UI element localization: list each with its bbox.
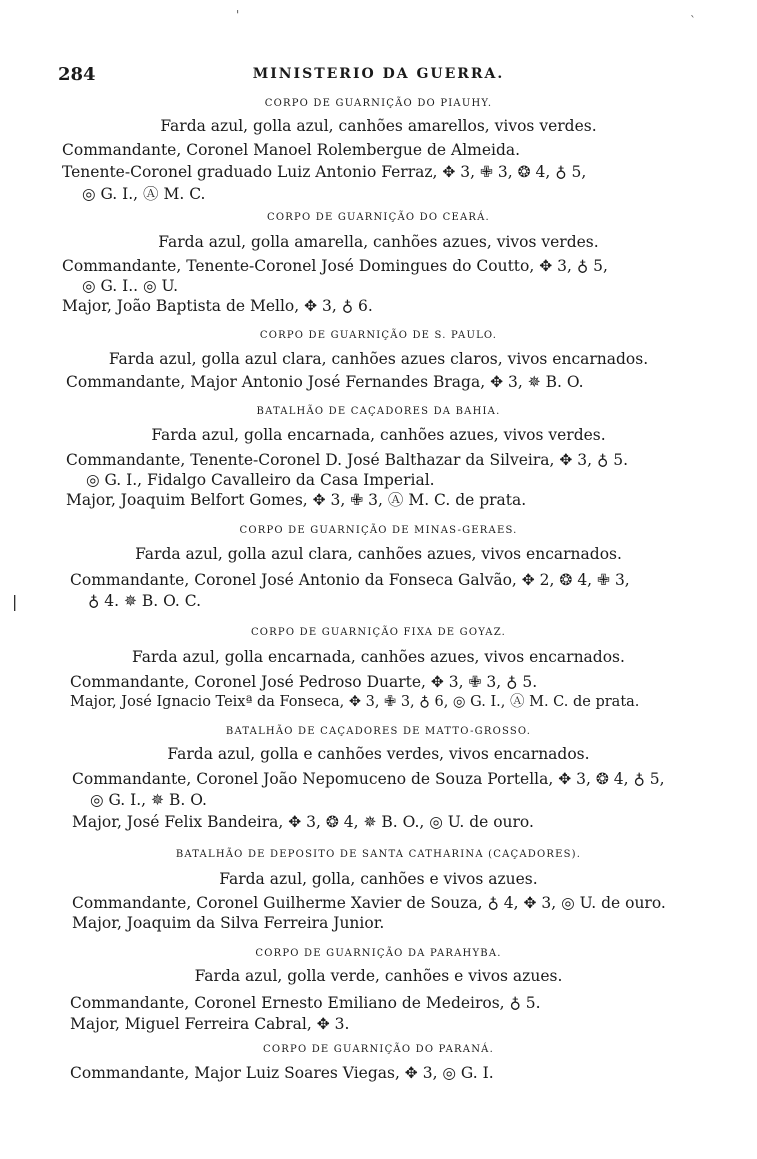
entry-line: Major, José Felix Bandeira, ✥ 3, ❂ 4, ✵ B. O., ◎ U. de ouro. [72,813,534,831]
entry-line: ◎ G. I., Fidalgo Cavalleiro da Casa Imperial. [86,471,435,489]
entry-line: ♁ 4. ✵ B. O. C. [88,592,202,610]
running-title: MINISTERIO DA GUERRA. [252,66,505,82]
section-heading: CORPO DE GUARNIÇÃO DA PARAHYBA. [255,948,502,959]
entry-line: Commandante, Coronel Ernesto Emiliano de Medeiros, ♁ 5. [70,994,541,1012]
entry-line: ◎ G. I.. ◎ U. [82,277,179,295]
entry-line: Commandante, Major Luiz Soares Viegas, ✥ 3, ◎ G. I. [70,1064,494,1082]
entry-line: Commandante, Major Antonio José Fernandes Braga, ✥ 3, ✵ B. O. [66,373,584,391]
uniform-description: Farda azul, golla verde, canhões e vivos azues. [194,967,563,985]
uniform-description: Farda azul, golla, canhões e vivos azues. [219,870,538,888]
uniform-description: Farda azul, golla azul clara, canhões azues, vivos encarnados. [135,545,622,563]
entry-line: Commandante, Coronel João Nepomuceno de Souza Portella, ✥ 3, ❂ 4, ♁ 5, [72,770,665,788]
entry-line: Major, Joaquim Belfort Gomes, ✥ 3, ✙ 3, Ⓐ M. C. de prata. [66,491,527,509]
entry-line: Commandante, Coronel Guilherme Xavier de Souza, ♁ 4, ✥ 3, ◎ U. de ouro. [72,894,666,912]
entry-line: Commandante, Coronel José Antonio da Fonseca Galvão, ✥ 2, ❂ 4, ✙ 3, [70,571,630,589]
uniform-description: Farda azul, golla e canhões verdes, vivos encarnados. [167,745,590,763]
entry-line: Major, Joaquim da Silva Ferreira Junior. [72,914,385,932]
entry-line: Commandante, Tenente-Coronel D. José Balthazar da Silveira, ✥ 3, ♁ 5. [66,451,629,469]
section-heading: CORPO DE GUARNIÇÃO DO PIAUHY. [264,98,493,109]
section-heading: CORPO DE GUARNIÇÃO DO CEARÁ. [267,212,490,223]
page-number: 284 [58,64,96,85]
section-heading: CORPO DE GUARNIÇÃO DE MINAS-GERAES. [239,525,518,536]
section-heading: CORPO DE GUARNIÇÃO FIXA DE GOYAZ. [250,627,507,638]
uniform-description: Farda azul, golla encarnada, canhões azues, vivos encarnados. [132,648,625,666]
entry-line: Major, José Ignacio Teixª da Fonseca, ✥ 3, ✙ 3, ♁ 6, ◎ G. I., Ⓐ M. C. de prata. [70,694,640,710]
section-heading: CORPO DE GUARNIÇÃO DE S. PAULO. [259,330,498,341]
uniform-description: Farda azul, golla amarella, canhões azues, vivos verdes. [158,233,599,251]
entry-line: Commandante, Tenente-Coronel José Domingues do Coutto, ✥ 3, ♁ 5, [62,257,608,275]
section-heading: BATALHÃO DE CAÇADORES DE MATTO-GROSSO. [225,726,532,737]
entry-line: ◎ G. I., Ⓐ M. C. [82,185,206,203]
entry-line: Commandante, Coronel Manoel Rolembergue de Almeida. [62,141,521,159]
uniform-description: Farda azul, golla azul, canhões amarellos, vivos verdes. [160,117,597,135]
entry-line: ◎ G. I., ✵ B. O. [90,791,207,809]
entry-line: Tenente-Coronel graduado Luiz Antonio Ferraz, ✥ 3, ✙ 3, ❂ 4, ♁ 5, [62,163,587,181]
uniform-description: Farda azul, golla encarnada, canhões azues, vivos verdes. [151,426,606,444]
uniform-description: Farda azul, golla azul clara, canhões azues claros, vivos encarnados. [108,350,649,368]
entry-line: Major, Miguel Ferreira Cabral, ✥ 3. [70,1015,350,1033]
section-heading: CORPO DE GUARNIÇÃO DO PARANÁ. [263,1044,494,1055]
entry-line: Commandante, Coronel José Pedroso Duarte, ✥ 3, ✙ 3, ♁ 5. [70,673,538,691]
section-heading: BATALHÃO DE DEPOSITO DE SANTA CATHARINA (CAÇADORES). [175,849,582,860]
margin-mark: | [12,592,18,611]
ink-speck: ' [236,8,240,22]
ink-speck: ` [690,14,696,28]
section-heading: BATALHÃO DE CAÇADORES DA BAHIA. [256,406,501,417]
entry-line: Major, João Baptista de Mello, ✥ 3, ♁ 6. [62,297,373,315]
